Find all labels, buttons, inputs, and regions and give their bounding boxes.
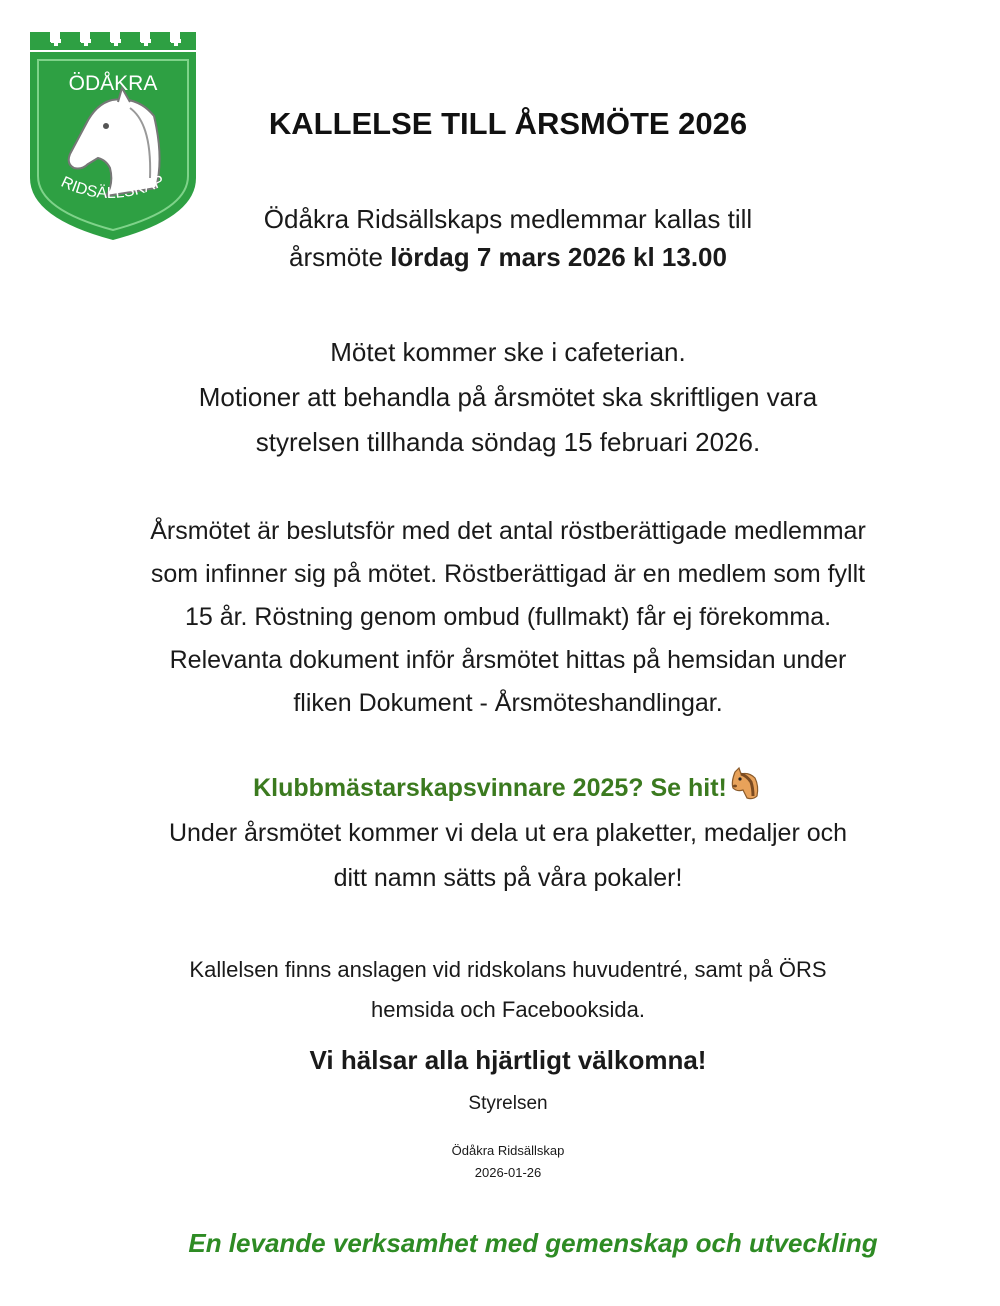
champions-line: Under årsmötet kommer vi dela ut era plaketter, medaljer och <box>168 819 848 847</box>
board-signature: Styrelsen <box>468 1093 548 1114</box>
logo-bottom-text: RIDSÄLLSKAP <box>58 172 167 203</box>
quorum-line: Relevanta dokument inför årsmötet hittas på hemsidan under <box>169 646 847 674</box>
signature-block <box>0 1140 1000 1184</box>
champions-heading-row <box>0 766 1000 811</box>
signature-org: Ödåkra Ridsällskap <box>451 1143 565 1158</box>
club-motto: En levande verksamhet med gemenskap och utveckling <box>188 1228 878 1258</box>
quorum-line: som infinner sig på mötet. Röstberättigad är en medlem som fyllt <box>150 560 866 588</box>
quorum-line: 15 år. Röstning genom ombud (fullmakt) får ej förekomma. <box>184 603 832 631</box>
signature-date: 2026-01-26 <box>474 1165 542 1180</box>
posted-paragraph <box>0 950 1000 1030</box>
posted-line: hemsida och Facebooksida. <box>371 997 645 1022</box>
intro-paragraph <box>0 200 1000 276</box>
meeting-date: lördag 7 mars 2026 kl 13.00 <box>390 242 727 272</box>
quorum-line: Årsmötet är beslutsför med det antal röstberättigade medlemmar <box>150 517 866 545</box>
logo-top-text: ÖDÅKRA <box>68 72 158 95</box>
intro-line <box>0 238 1000 276</box>
meeting-line: Mötet kommer ske i cafeterian. <box>330 337 686 367</box>
quorum-paragraph <box>0 510 1000 725</box>
posted-line: Kallelsen finns anslagen vid ridskolans huvudentré, samt på ÖRS <box>189 957 827 982</box>
meeting-line: Motioner att behandla på årsmötet ska skriftligen vara <box>198 382 818 412</box>
champions-heading: Klubbmästarskapsvinnare 2025? Se hit! <box>253 774 727 802</box>
intro-line-prefix: årsmöte <box>289 242 391 272</box>
meeting-line: styrelsen tillhanda söndag 15 februari 2026. <box>255 427 761 457</box>
welcome-text: Vi hälsar alla hjärtligt välkomna! <box>309 1045 707 1075</box>
page-title: KALLELSE TILL ÅRSMÖTE 2026 <box>268 106 748 141</box>
intro-line: Ödåkra Ridsällskaps medlemmar kallas till <box>263 204 753 234</box>
champions-line: ditt namn sätts på våra pokaler! <box>333 864 683 892</box>
meeting-paragraph <box>0 330 1000 465</box>
champions-paragraph <box>0 766 1000 901</box>
quorum-line: fliken Dokument - Årsmöteshandlingar. <box>293 689 723 717</box>
horse-face-emoji-icon <box>727 766 763 802</box>
